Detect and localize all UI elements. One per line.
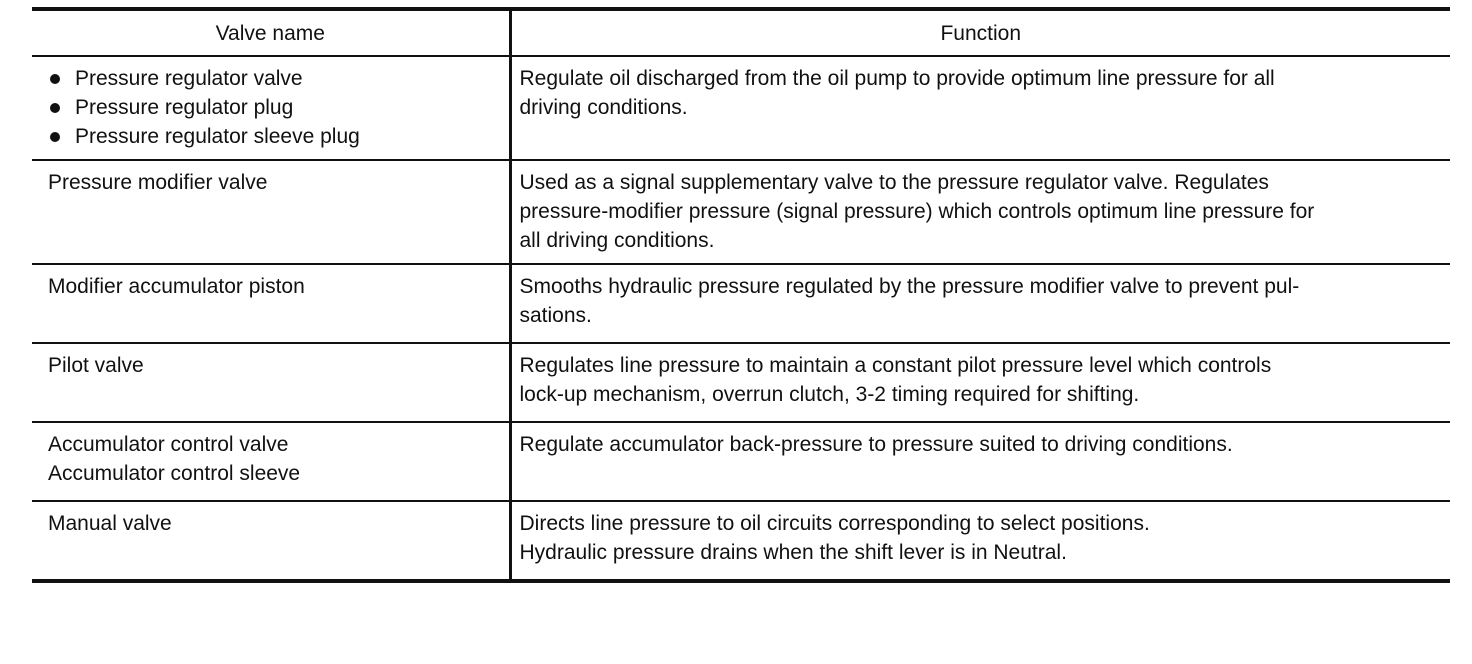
list-item bbox=[48, 122, 499, 151]
function-text: Hydraulic pressure drains when the shift lever is in Neutral. bbox=[519, 541, 1067, 564]
bullet-icon bbox=[50, 74, 60, 84]
header-row bbox=[32, 9, 1450, 56]
valve-name-cell bbox=[32, 501, 510, 581]
table-row bbox=[32, 264, 1450, 343]
valve-name-text: Pressure regulator valve bbox=[75, 67, 303, 90]
header-valve-name: Valve name bbox=[32, 9, 510, 56]
valve-name-text: Pressure regulator sleeve plug bbox=[75, 125, 360, 148]
valve-name-cell bbox=[32, 56, 510, 160]
function-text: all driving conditions. bbox=[519, 229, 715, 252]
valve-name-text: Accumulator control sleeve bbox=[48, 462, 301, 485]
valve-name-cell bbox=[32, 160, 510, 264]
valve-name-cell bbox=[32, 422, 510, 501]
valve-name-text: Accumulator control valve bbox=[48, 433, 289, 456]
valve-function-table bbox=[32, 7, 1450, 583]
bullet-icon bbox=[50, 132, 60, 142]
function-text: Directs line pressure to oil circuits corresponding to select positions. bbox=[519, 512, 1150, 535]
header-function: Function bbox=[510, 9, 1450, 56]
function-cell bbox=[510, 501, 1450, 581]
function-text: Regulate oil discharged from the oil pump to provide optimum line pressure for all bbox=[519, 67, 1275, 90]
function-text: lock-up mechanism, overrun clutch, 3-2 timing required for shifting. bbox=[519, 383, 1140, 406]
valve-name-cell bbox=[32, 343, 510, 422]
function-cell bbox=[510, 343, 1450, 422]
table-row bbox=[32, 56, 1450, 160]
list-item bbox=[48, 93, 499, 122]
function-cell bbox=[510, 264, 1450, 343]
function-text: Used as a signal supplementary valve to the pressure regulator valve. Regulates bbox=[519, 171, 1269, 194]
valve-name-text: Manual valve bbox=[48, 512, 172, 535]
table-row bbox=[32, 422, 1450, 501]
valve-name-cell bbox=[32, 264, 510, 343]
function-text: pressure-modifier pressure (signal pressure) which controls optimum line pressure for bbox=[519, 200, 1315, 223]
bullet-icon bbox=[50, 103, 60, 113]
function-text: Regulate accumulator back-pressure to pressure suited to driving conditions. bbox=[519, 433, 1233, 456]
table-row bbox=[32, 160, 1450, 264]
function-text: sations. bbox=[519, 304, 592, 327]
list-item bbox=[48, 64, 499, 93]
function-text: Regulates line pressure to maintain a constant pilot pressure level which controls bbox=[519, 354, 1272, 377]
function-text: Smooths hydraulic pressure regulated by the pressure modifier valve to prevent pul- bbox=[519, 275, 1300, 298]
valve-name-text: Modifier accumulator piston bbox=[48, 275, 305, 298]
valve-name-text: Pilot valve bbox=[48, 354, 144, 377]
table-body bbox=[32, 56, 1450, 581]
function-cell bbox=[510, 160, 1450, 264]
table-header bbox=[32, 9, 1450, 56]
function-text: driving conditions. bbox=[519, 96, 688, 119]
valve-name-text: Pressure regulator plug bbox=[75, 96, 294, 119]
function-cell bbox=[510, 56, 1450, 160]
valve-name-text: Pressure modifier valve bbox=[48, 171, 268, 194]
table-row bbox=[32, 501, 1450, 581]
function-cell bbox=[510, 422, 1450, 501]
valve-name-list bbox=[48, 64, 499, 151]
table-row bbox=[32, 343, 1450, 422]
